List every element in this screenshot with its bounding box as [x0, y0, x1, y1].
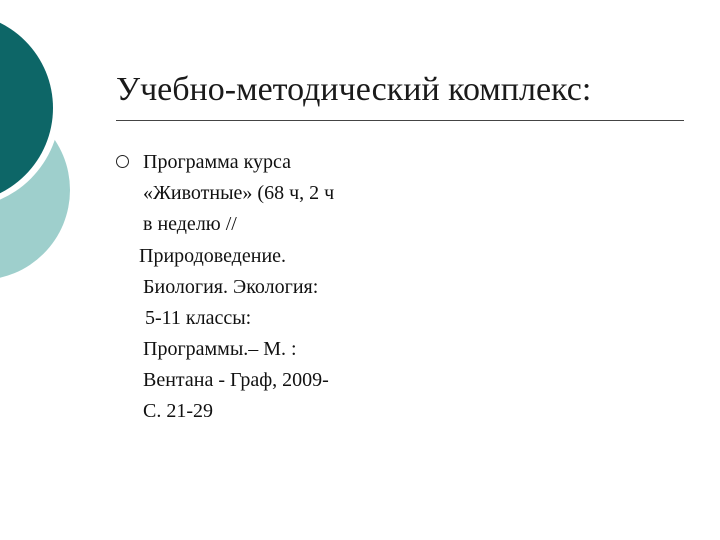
- content-line: Вентана - Граф, 2009-: [143, 369, 329, 391]
- content-line: «Животные» (68 ч, 2 ч: [143, 182, 335, 204]
- content-line: Программы.– М. :: [143, 338, 297, 360]
- hollow-circle-bullet-icon: [116, 155, 129, 168]
- title-divider: [116, 120, 684, 121]
- content-line: С. 21-29: [143, 400, 213, 422]
- decorative-circles: [0, 0, 90, 300]
- content-line: Природоведение.: [139, 245, 287, 267]
- content-line: в неделю //: [143, 213, 237, 235]
- content-line: Программа курса: [143, 151, 292, 173]
- content-line: 5-11 классы:: [145, 307, 252, 329]
- slide-title: Учебно-методический комплекс:: [116, 71, 592, 108]
- content-line: Биология. Экология:: [143, 276, 319, 298]
